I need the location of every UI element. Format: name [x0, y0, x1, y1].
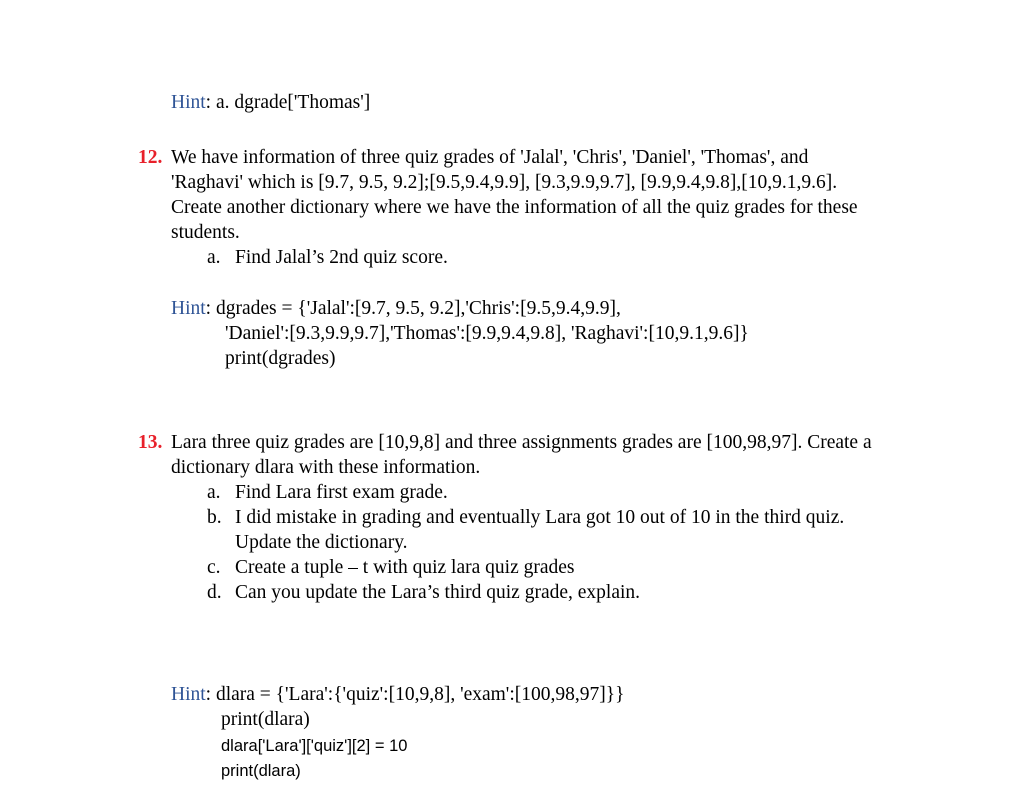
list-item-text: Find Lara first exam grade. [235, 482, 448, 503]
question-12-item-a [207, 245, 448, 270]
question-13-hint-line-1 [171, 682, 624, 707]
question-12-line-1: We have information of three quiz grades of 'Jalal', 'Chris', 'Daniel', 'Thomas', and [171, 147, 809, 168]
question-12-line-2: 'Raghavi' which is [9.7, 9.5, 9.2];[9.5,9.4,9.9], [9.3,9.9,9.7], [9.9,9.4,9.8],[10,9.1,9.6]. [171, 172, 838, 193]
question-13-line-1: Lara three quiz grades are [10,9,8] and three assignments grades are [100,98,97]. Create a [171, 432, 872, 453]
question-12-hint-line-3: print(dgrades) [225, 348, 336, 369]
list-marker: b. [207, 507, 222, 528]
hint-code: : dgrades = {'Jalal':[9.7, 9.5, 9.2],'Chris':[9.5,9.4,9.9], [205, 298, 621, 319]
list-item-text: Update the dictionary. [235, 532, 408, 553]
question-12-number: 12. [138, 147, 163, 168]
hint-label: Hint [171, 92, 206, 113]
question-12-hint-line-2: 'Daniel':[9.3,9.9,9.7],'Thomas':[9.9,9.4,9.8], 'Raghavi':[10,9.1,9.6]} [225, 323, 749, 344]
hint-label: Hint [171, 298, 206, 319]
question-13-number: 13. [138, 432, 163, 453]
list-item-text: Can you update the Lara’s third quiz grade, explain. [235, 582, 641, 603]
question-13-item-b [207, 505, 844, 530]
hint-label: Hint [171, 684, 206, 705]
list-item-text: Create a tuple – t with quiz lara quiz grades [235, 557, 575, 578]
list-marker: a. [207, 482, 221, 503]
list-marker: a. [207, 247, 221, 268]
question-13-hint-line-3: dlara['Lara']['quiz'][2] = 10 [221, 737, 408, 755]
question-13-hint-line-4: print(dlara) [221, 762, 301, 780]
top-hint-line [171, 90, 370, 115]
question-13-item-a [207, 480, 448, 505]
list-item-text: I did mistake in grading and eventually Lara got 10 out of 10 in the third quiz. [235, 507, 845, 528]
hint-text: : a. dgrade['Thomas'] [205, 92, 371, 113]
question-12-line-3: Create another dictionary where we have the information of all the quiz grades for these [171, 197, 858, 218]
question-13-item-d [207, 580, 640, 605]
question-13-item-c [207, 555, 575, 580]
question-13-line-2: dictionary dlara with these information. [171, 457, 481, 478]
question-12-line-4: students. [171, 222, 240, 243]
list-item-text: Find Jalal’s 2nd quiz score. [235, 247, 448, 268]
list-marker: d. [207, 582, 222, 603]
question-12-hint-line-1 [171, 296, 621, 321]
question-13-hint-line-2: print(dlara) [221, 709, 310, 730]
list-marker: c. [207, 557, 221, 578]
hint-code: : dlara = {'Lara':{'quiz':[10,9,8], 'exam':[100,98,97]}} [205, 684, 625, 705]
question-13-item-b-continued [207, 530, 408, 555]
